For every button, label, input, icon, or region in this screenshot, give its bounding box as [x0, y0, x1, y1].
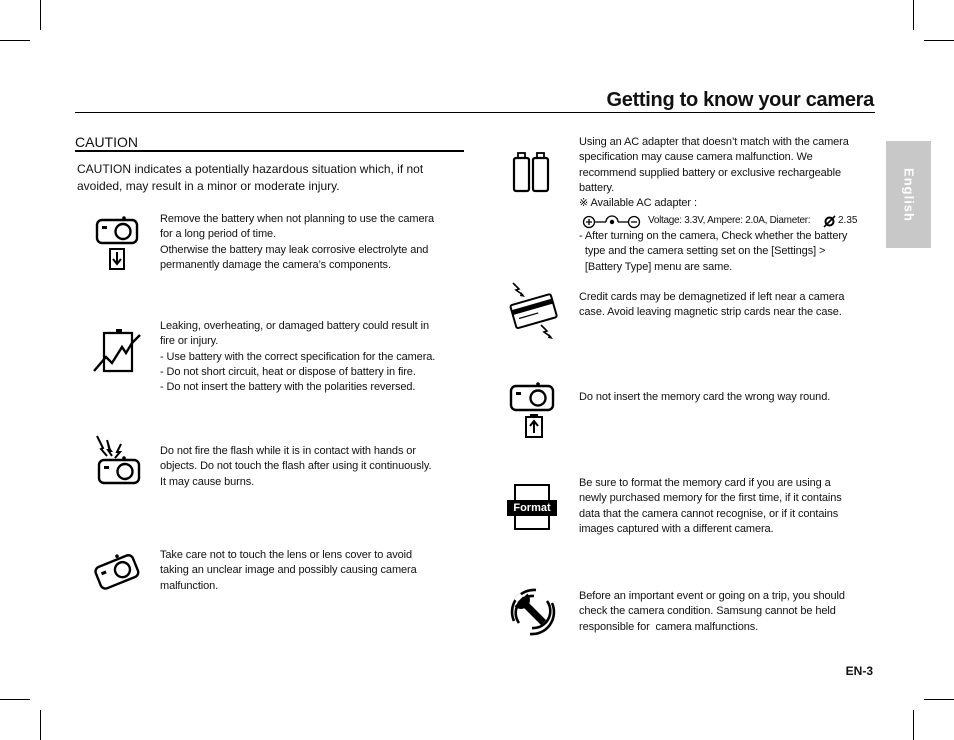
- text-line: It may cause burns.: [160, 475, 255, 488]
- caution-intro: CAUTION indicates a potentially hazardous situation which, if not avoided, may result in a minor or moderate injury.: [77, 162, 424, 193]
- crop-mark: [924, 40, 954, 41]
- right-item-4: [579, 476, 842, 537]
- text-line: type and the camera setting set on the [Settings] >: [579, 245, 826, 258]
- text-line: check the camera condition. Samsung cannot be held: [579, 605, 836, 618]
- credit-card-magnet-icon: [507, 281, 559, 339]
- polarity-icon: [580, 214, 646, 230]
- text-line: recommend supplied battery or exclusive rechargeable: [579, 166, 841, 179]
- format-card-icon: [514, 484, 550, 530]
- text-line: Before an important event or going on a trip, you should: [579, 590, 845, 602]
- ac-adapter-spec-text: Voltage: 3.3V, Ampere: 2.0A, Diameter:: [648, 215, 811, 226]
- title-rule: [75, 112, 875, 113]
- language-tab-label: English: [901, 167, 916, 222]
- crop-mark: [913, 710, 914, 740]
- text-line: ※ Available AC adapter :: [579, 197, 697, 210]
- flash-contact-icon: [93, 432, 145, 488]
- crop-mark: [913, 0, 914, 30]
- text-line: specification may cause camera malfunction. We: [579, 151, 813, 164]
- rechargeable-battery-icon: [511, 150, 553, 194]
- text-line: responsible for camera malfunctions.: [579, 620, 759, 633]
- left-item-4: [160, 548, 417, 594]
- page-number: EN-3: [845, 664, 873, 678]
- right-item-2: [579, 290, 844, 321]
- text-line: Do not fire the flash while it is in contact with hands or: [160, 445, 416, 457]
- crop-mark: [0, 699, 30, 700]
- right-item-3: [579, 390, 830, 405]
- text-line: permanently damage the camera’s components.: [160, 258, 391, 271]
- text-line: Remove the battery when not planning to use the camera: [160, 213, 435, 225]
- text-line: Credit cards may be demagnetized if left near a camera: [579, 291, 845, 303]
- right-item-1: [579, 135, 849, 211]
- page-title: Getting to know your camera: [606, 89, 874, 111]
- text-line: case. Avoid leaving magnetic strip cards near the case.: [579, 306, 842, 319]
- memory-card-insert-icon: [508, 380, 558, 440]
- text-line: battery.: [579, 181, 615, 194]
- right-item-5: [579, 589, 845, 635]
- left-item-1: [160, 212, 434, 273]
- text-line: data that the camera cannot recognise, or if it contains: [579, 507, 839, 520]
- text-line: - Do not insert the battery with the polarities reversed.: [160, 381, 416, 394]
- caution-rule: [75, 150, 464, 152]
- crop-mark: [40, 0, 41, 30]
- diameter-icon: [823, 215, 836, 228]
- text-line: - After turning on the camera, Check whether the battery: [579, 230, 848, 242]
- crop-mark: [924, 699, 954, 700]
- text-line: [Battery Type] menu are same.: [579, 260, 733, 273]
- text-line: malfunction.: [160, 579, 219, 592]
- text-line: objects. Do not touch the flash after using it continuously.: [160, 460, 432, 473]
- text-line: - Do not short circuit, heat or dispose of battery in fire.: [160, 365, 416, 378]
- ac-adapter-diameter: 2.35: [838, 215, 858, 226]
- crop-mark: [40, 710, 41, 740]
- text-line: Be sure to format the memory card if you are using a: [579, 477, 831, 489]
- format-label: Format: [507, 500, 557, 516]
- caution-heading: CAUTION: [75, 134, 138, 150]
- text-line: Take care not to touch the lens or lens cover to avoid: [160, 549, 413, 561]
- text-line: fire or injury.: [160, 335, 219, 348]
- text-line: Do not insert the memory card the wrong way round.: [579, 391, 831, 403]
- camera-battery-remove-icon: [93, 212, 143, 274]
- text-line: Using an AC adapter that doesn’t match with the camera: [579, 136, 849, 148]
- left-item-3: [160, 444, 431, 490]
- text-line: taking an unclear image and possibly causing camera: [160, 564, 417, 577]
- text-line: - Use battery with the correct specification for the camera.: [160, 350, 436, 363]
- left-item-2: [160, 319, 435, 395]
- text-line: for a long period of time.: [160, 228, 277, 241]
- crop-mark: [0, 40, 30, 41]
- battery-damage-icon: [92, 327, 144, 375]
- text-line: images captured with a different camera.: [579, 522, 774, 535]
- text-line: newly purchased memory for the first time, if it contains: [579, 492, 842, 505]
- wrench-check-icon: [506, 585, 560, 639]
- language-tab: [886, 141, 931, 248]
- text-line: Otherwise the battery may leak corrosive electrolyte and: [160, 243, 429, 256]
- lens-touch-icon: [92, 548, 144, 594]
- ac-adapter-notes: [579, 229, 847, 275]
- text-line: Leaking, overheating, or damaged battery could result in: [160, 320, 429, 332]
